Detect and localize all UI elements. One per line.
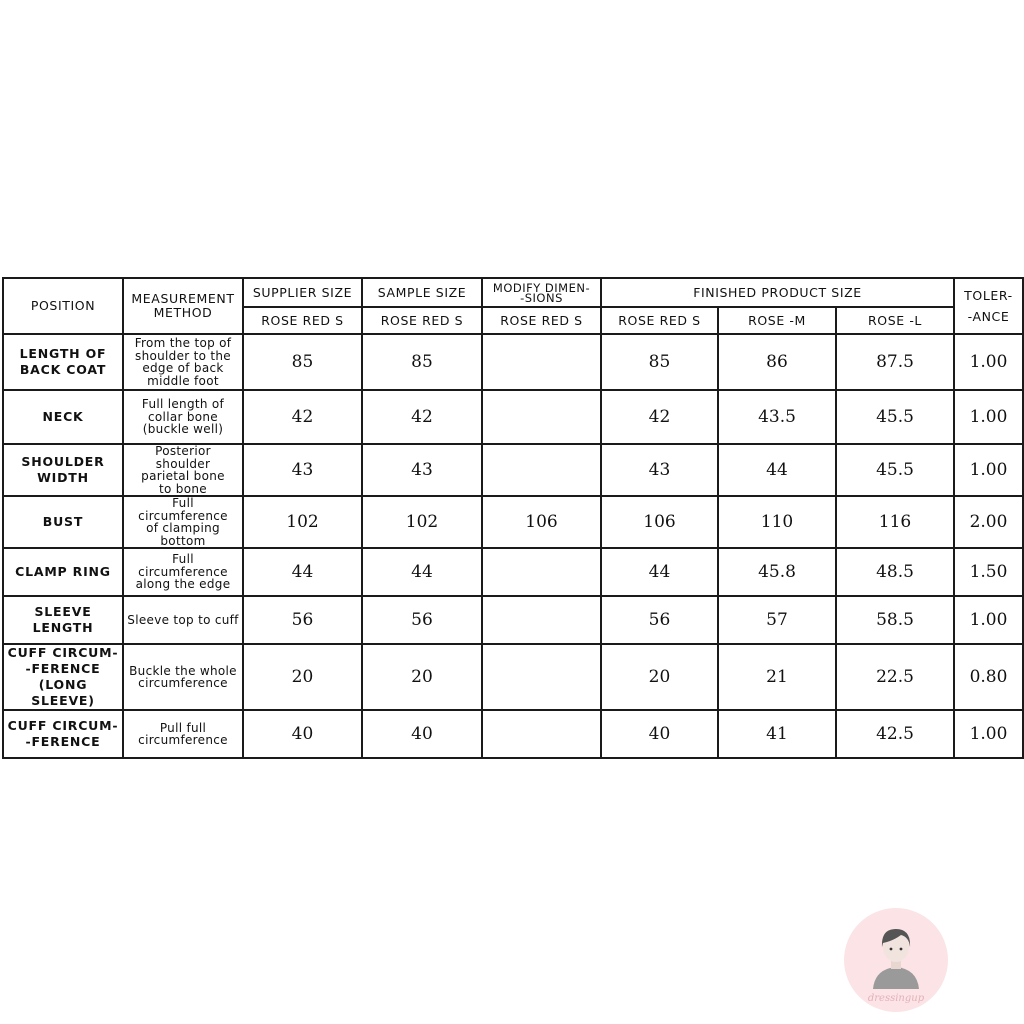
measurement-method-cell-line: Buckle the whole — [129, 663, 237, 678]
table-row — [3, 548, 1023, 596]
measurement-method-cell-line: Full circumference — [138, 552, 228, 579]
supplier-size-cell: 40 — [243, 710, 362, 758]
sample-size-cell: 42 — [362, 390, 482, 444]
finished-size-l-cell: 22.5 — [836, 644, 954, 710]
supplier-size-cell: 43 — [243, 444, 362, 496]
finished-size-m-cell: 45.8 — [718, 548, 836, 596]
measurement-method-cell — [123, 390, 243, 444]
measurement-method-cell-line: collar bone — [148, 409, 218, 424]
measurement-method-cell-line: edge of back — [142, 361, 224, 375]
measurement-method-cell-line: (buckle well) — [142, 422, 224, 437]
measurement-method-cell — [123, 334, 243, 390]
tolerance-cell: 1.00 — [954, 596, 1023, 644]
finished-size-m-cell: 43.5 — [718, 390, 836, 444]
modify-dimensions-cell: 106 — [482, 496, 601, 548]
sample-size-cell: 85 — [362, 334, 482, 390]
finished-size-m-cell: 44 — [718, 444, 836, 496]
measurement-method-cell-line: of clamping — [146, 521, 220, 535]
measurement-method-cell-line: Sleeve top to cuff — [127, 612, 239, 627]
position-cell — [3, 390, 123, 444]
sample-size-cell: 20 — [362, 644, 482, 710]
header-sample-size: SAMPLE SIZE — [362, 278, 482, 307]
position-cell — [3, 644, 123, 710]
sample-size-cell: 56 — [362, 596, 482, 644]
position-cell — [3, 596, 123, 644]
measurement-method-cell-line: Full circumference — [138, 496, 228, 523]
finished-size-m-cell: 41 — [718, 710, 836, 758]
measurement-method-cell-line: circumference — [138, 676, 228, 690]
header-row — [3, 278, 1023, 307]
position-cell — [3, 444, 123, 496]
modify-dimensions-cell — [482, 444, 601, 496]
measurement-method-cell — [123, 710, 243, 758]
finished-size-s-cell: 85 — [601, 334, 718, 390]
measurement-method-cell — [123, 596, 243, 644]
finished-size-l-cell: 87.5 — [836, 334, 954, 390]
finished-size-l-cell: 48.5 — [836, 548, 954, 596]
supplier-size-cell: 20 — [243, 644, 362, 710]
table-row — [3, 644, 1023, 710]
finished-size-s-cell: 56 — [601, 596, 718, 644]
header-measurement-method: MEASUREMENT METHOD — [123, 278, 243, 334]
logo-text: dressingup — [867, 993, 925, 1004]
modify-dimensions-cell — [482, 334, 601, 390]
modify-dimensions-cell — [482, 390, 601, 444]
tolerance-cell: 1.00 — [954, 444, 1023, 496]
table-row — [3, 390, 1023, 444]
subheader-modify: ROSE RED S — [482, 307, 601, 334]
position-cell — [3, 710, 123, 758]
dressingup-logo-watermark — [843, 907, 949, 1013]
header-modify-line2: -SIONS — [520, 290, 563, 305]
header-tolerance-line2: -ANCE — [967, 309, 1010, 324]
measurement-method-cell-line: to bone — [159, 481, 207, 496]
table-row — [3, 596, 1023, 644]
tolerance-cell: 1.00 — [954, 710, 1023, 758]
finished-size-l-cell: 45.5 — [836, 444, 954, 496]
measurement-method-cell-line: along the edge — [135, 577, 231, 592]
supplier-size-cell: 102 — [243, 496, 362, 548]
position-cell-line: LENGTH OF — [19, 346, 107, 361]
measurement-method-cell-line: middle foot — [147, 373, 219, 388]
measurement-method-cell-line: Posterior shoulder — [155, 444, 211, 471]
header-finished-product-size: FINISHED PRODUCT SIZE — [601, 278, 954, 307]
position-cell — [3, 496, 123, 548]
position-cell-line: SLEEVE LENGTH — [32, 604, 94, 635]
position-cell-line: CLAMP RING — [15, 564, 111, 579]
position-cell-line: -FERENCE — [25, 661, 101, 676]
measurement-method-cell — [123, 644, 243, 710]
header-tolerance-line1: TOLER- — [964, 288, 1013, 303]
measurement-method-cell-line: Pull full — [159, 720, 207, 735]
subheader-finished-s: ROSE RED S — [601, 307, 718, 334]
finished-size-l-cell: 58.5 — [836, 596, 954, 644]
sample-size-cell: 40 — [362, 710, 482, 758]
sample-size-cell: 43 — [362, 444, 482, 496]
modify-dimensions-cell — [482, 548, 601, 596]
tolerance-cell: 2.00 — [954, 496, 1023, 548]
tolerance-cell: 0.80 — [954, 644, 1023, 710]
position-cell-line: (LONG SLEEVE) — [31, 677, 95, 708]
measurement-method-cell — [123, 496, 243, 548]
subheader-sample: ROSE RED S — [362, 307, 482, 334]
tolerance-cell: 1.00 — [954, 334, 1023, 390]
supplier-size-cell: 85 — [243, 334, 362, 390]
finished-size-l-cell: 42.5 — [836, 710, 954, 758]
finished-size-s-cell: 20 — [601, 644, 718, 710]
position-cell-line: BACK COAT — [19, 362, 107, 377]
position-cell-line: CUFF CIRCUM- — [7, 718, 119, 733]
table-row — [3, 496, 1023, 548]
supplier-size-cell: 44 — [243, 548, 362, 596]
modify-dimensions-cell — [482, 644, 601, 710]
subheader-finished-l: ROSE -L — [836, 307, 954, 334]
measurement-method-cell-line: bottom — [160, 533, 206, 548]
modify-dimensions-cell — [482, 596, 601, 644]
finished-size-m-cell: 57 — [718, 596, 836, 644]
finished-size-s-cell: 40 — [601, 710, 718, 758]
header-modify-line1: MODIFY DIMEN- — [492, 280, 591, 295]
measurement-method-cell-line: From the top of — [134, 336, 232, 350]
finished-size-m-cell: 110 — [718, 496, 836, 548]
position-cell-line: -FERENCE — [25, 734, 101, 749]
measurement-method-cell — [123, 548, 243, 596]
measurement-method-cell-line: circumference — [138, 733, 228, 747]
table-row — [3, 710, 1023, 758]
position-cell-line: CUFF CIRCUM- — [7, 645, 119, 660]
supplier-size-cell: 42 — [243, 390, 362, 444]
header-tolerance — [954, 278, 1023, 334]
sample-size-cell: 102 — [362, 496, 482, 548]
sample-size-cell: 44 — [362, 548, 482, 596]
position-cell-line: WIDTH — [37, 470, 89, 485]
position-cell-line: SHOULDER — [21, 454, 105, 469]
position-cell — [3, 334, 123, 390]
header-supplier-size: SUPPLIER SIZE — [243, 278, 362, 307]
finished-size-s-cell: 106 — [601, 496, 718, 548]
tolerance-cell: 1.50 — [954, 548, 1023, 596]
table-row — [3, 444, 1023, 496]
supplier-size-cell: 56 — [243, 596, 362, 644]
finished-size-m-cell: 86 — [718, 334, 836, 390]
position-cell-line: NECK — [42, 409, 84, 424]
measurement-method-cell-line: Full length of — [141, 397, 225, 412]
finished-size-s-cell: 43 — [601, 444, 718, 496]
modify-dimensions-cell — [482, 710, 601, 758]
table-row — [3, 334, 1023, 390]
measurement-method-cell — [123, 444, 243, 496]
position-cell-line: BUST — [42, 514, 84, 529]
finished-size-l-cell: 116 — [836, 496, 954, 548]
finished-size-s-cell: 42 — [601, 390, 718, 444]
finished-size-m-cell: 21 — [718, 644, 836, 710]
tolerance-cell: 1.00 — [954, 390, 1023, 444]
subheader-supplier: ROSE RED S — [243, 307, 362, 334]
header-modify-dimensions — [482, 278, 601, 307]
measurement-method-cell-line: shoulder to the — [135, 348, 231, 363]
measurement-method-cell-line: parietal bone — [141, 469, 225, 483]
finished-size-l-cell: 45.5 — [836, 390, 954, 444]
finished-size-s-cell: 44 — [601, 548, 718, 596]
header-position: POSITION — [3, 278, 123, 334]
position-cell — [3, 548, 123, 596]
subheader-finished-m: ROSE -M — [718, 307, 836, 334]
size-chart-table — [2, 277, 1024, 759]
